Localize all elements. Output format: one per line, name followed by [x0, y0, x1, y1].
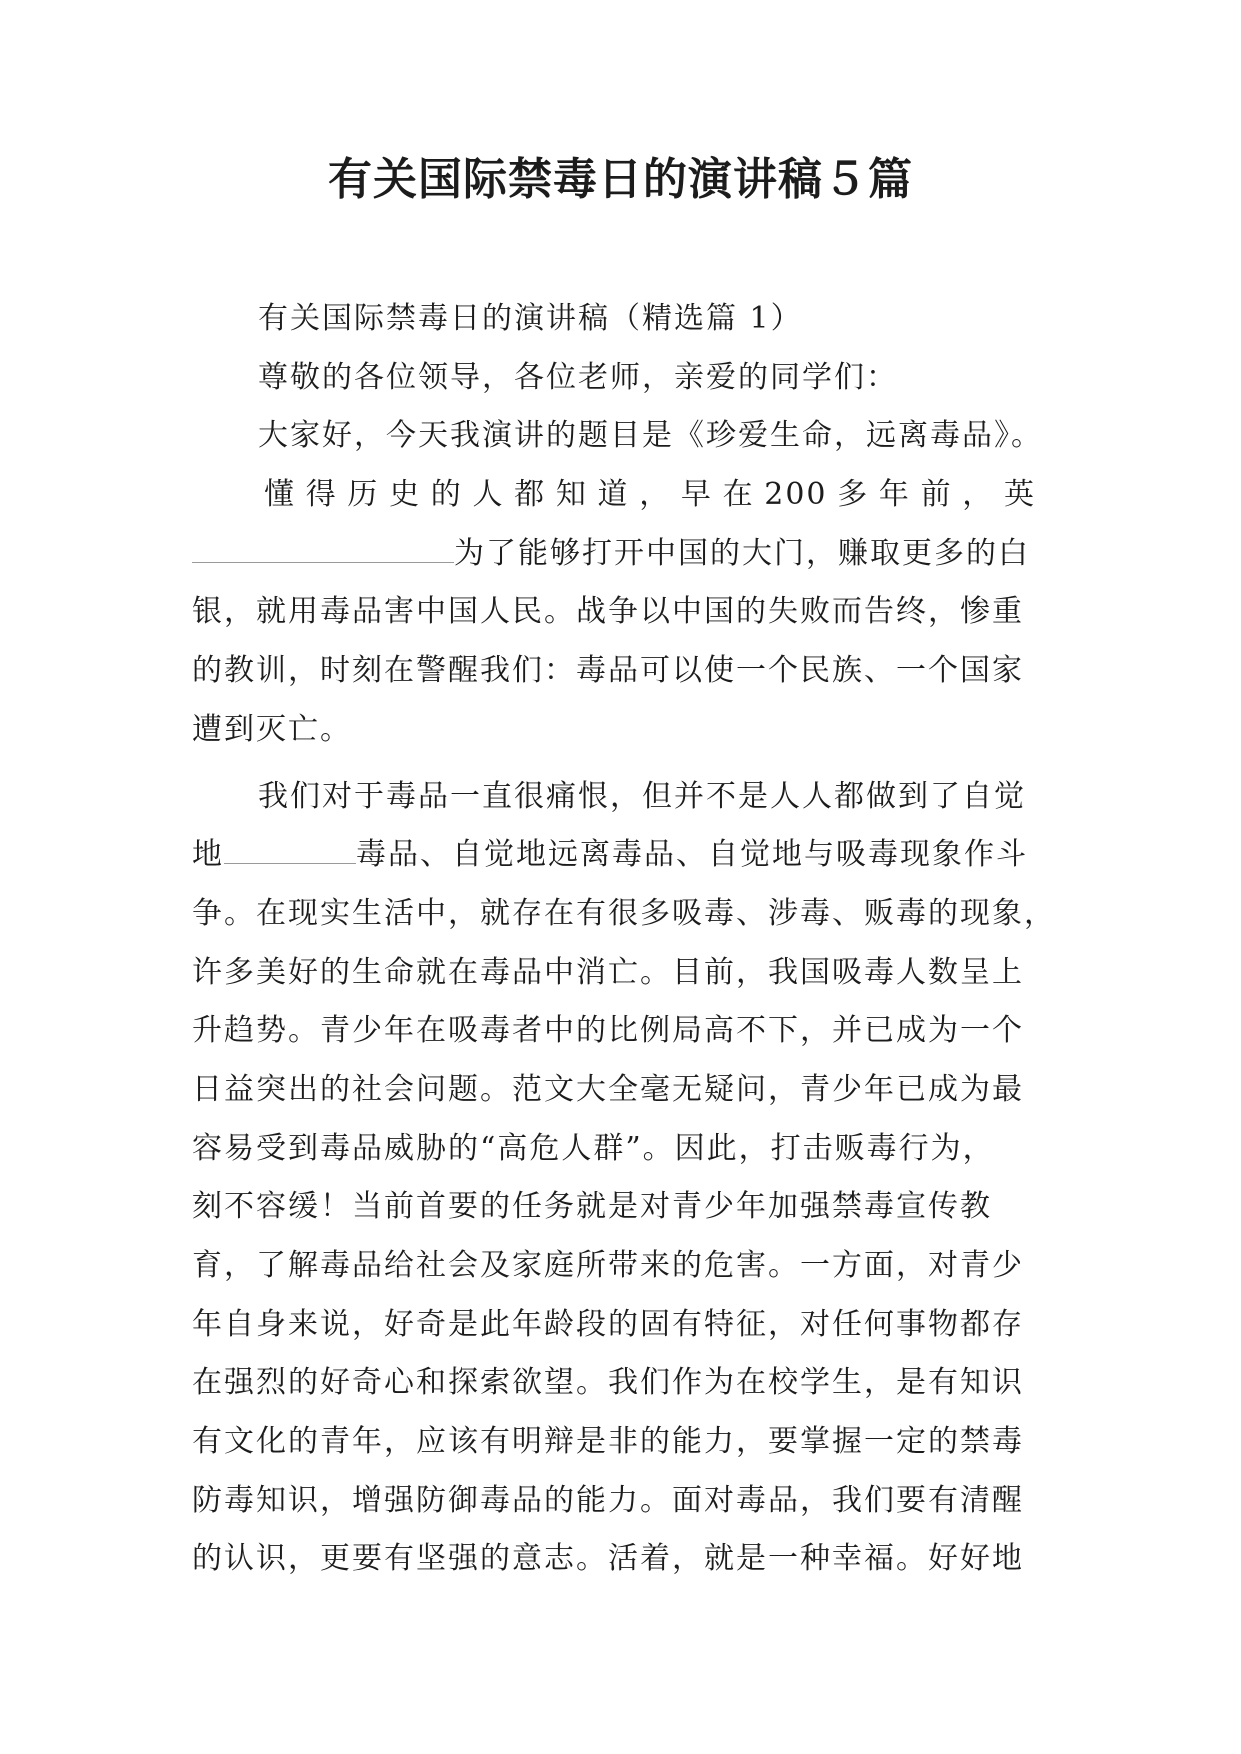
paragraph-2-line-2-text: 毒品、自觉地远离毒品、自觉地与吸毒现象作斗: [356, 837, 1028, 873]
justified-word: 前: [920, 477, 953, 513]
paragraph-2-line: 容易受到毒品威胁的“高危人群”。因此，打击贩毒行为，: [192, 1130, 995, 1166]
justified-word: 知: [555, 477, 588, 513]
paragraph-1-line: 的教训，时刻在警醒我们：毒品可以使一个民族、一个国家: [192, 653, 1024, 689]
justified-word: 人: [472, 477, 505, 513]
paragraph-2-line-2-start: 地: [192, 837, 224, 873]
paragraph-2-line: 许多美好的生命就在毒品中消亡。目前，我国吸毒人数呈上: [192, 954, 1024, 990]
justified-word: 年: [878, 477, 911, 513]
paragraph-1-line-2: [192, 525, 1052, 584]
paragraph-1-justified-words: [264, 466, 1036, 525]
justified-word: 在: [722, 477, 755, 513]
paragraph-1-line-1: [192, 466, 1052, 525]
salutation-line: 尊敬的各位领导，各位老师，亲爱的同学们：: [258, 359, 898, 395]
document-body: [192, 290, 1056, 1589]
justified-word: 史: [389, 477, 422, 513]
justified-word: 得: [305, 477, 338, 513]
paragraph-1-line: 遭到灭亡。: [192, 711, 352, 747]
section-heading: 有关国际禁毒日的演讲稿（精选篇 1）: [258, 301, 803, 336]
justified-word: 懂: [264, 477, 296, 513]
fill-in-blank: [224, 827, 356, 864]
paragraph-2-line-2: [192, 826, 1052, 885]
paragraph-2-line: 的认识，更要有坚强的意志。活着，就是一种幸福。好好地: [192, 1541, 1024, 1577]
paragraph-2-line-1: 我们对于毒品一直很痛恨，但并不是人人都做到了自觉: [258, 778, 1026, 814]
justified-word: ，: [639, 477, 672, 513]
greeting-line: 大家好，今天我演讲的题目是《珍爱生命，远离毒品》。: [258, 418, 1043, 454]
paragraph-2-line: 刻不容缓！当前首要的任务就是对青少年加强禁毒宣传教: [192, 1189, 992, 1225]
justified-word: 200: [764, 477, 828, 513]
justified-word: 多: [837, 477, 870, 513]
justified-word: 历: [347, 477, 380, 513]
justified-word: 都: [514, 477, 547, 513]
justified-word: 道: [597, 477, 630, 513]
paragraph-gap: [192, 760, 1052, 768]
paragraph-2-line: 防毒知识，增强防御毒品的能力。面对毒品，我们要有清醒: [192, 1482, 1024, 1518]
paragraph-2-line: 年自身来说，好奇是此年龄段的固有特征，对任何事物都存: [192, 1306, 1024, 1342]
justified-word: 早: [680, 477, 713, 513]
fill-in-blank: [192, 526, 454, 563]
paragraph-1-line-2-text: 为了能够打开中国的大门，赚取更多的白: [454, 535, 1030, 571]
paragraph-2-line: 升趋势。青少年在吸毒者中的比例局高不下，并已成为一个: [192, 1013, 1024, 1049]
paragraph-2-line: 日益突出的社会问题。范文大全毫无疑问，青少年已成为最: [192, 1071, 1024, 1107]
paragraph-2-line: 在强烈的好奇心和探索欲望。我们作为在校学生，是有知识: [192, 1365, 1024, 1401]
justified-word: 的: [430, 477, 463, 513]
paragraph-2-line: 有文化的青年，应该有明辩是非的能力，要掌握一定的禁毒: [192, 1424, 1024, 1460]
paragraph-2-line: 争。在现实生活中，就存在有很多吸毒、涉毒、贩毒的现象，: [192, 895, 1056, 931]
document-title: 有关国际禁毒日的演讲稿５篇: [328, 154, 913, 205]
justified-word: ，: [962, 477, 995, 513]
paragraph-1-line: 银，就用毒品害中国人民。战争以中国的失败而告终，惨重: [192, 594, 1024, 630]
justified-word: 英: [1003, 477, 1036, 513]
paragraph-2-line: 育，了解毒品给社会及家庭所带来的危害。一方面，对青少: [192, 1248, 1024, 1283]
